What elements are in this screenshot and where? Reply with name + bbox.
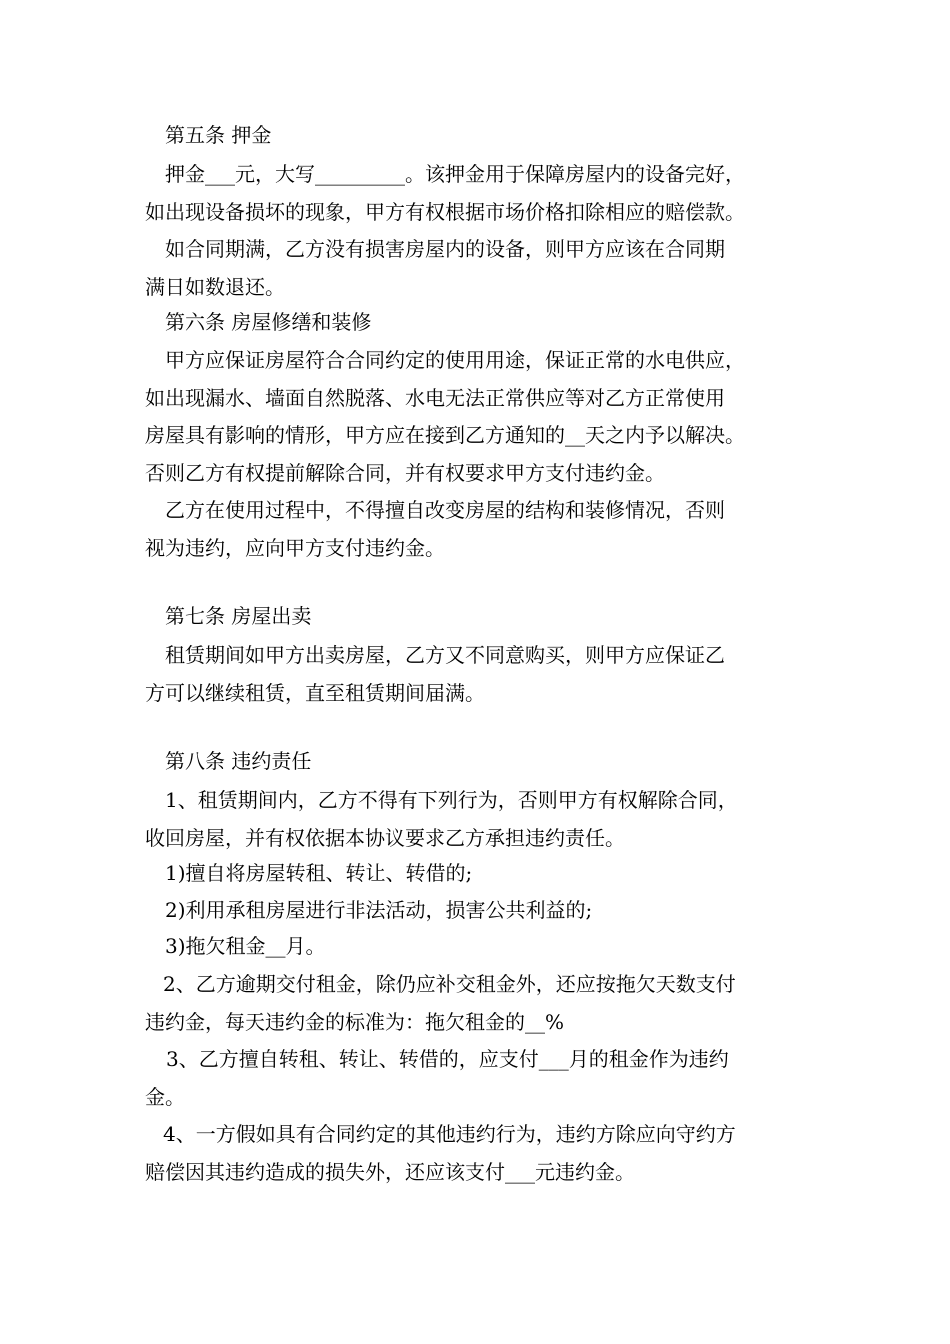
section-6-paragraph-2-line-2: 视为违约，应向甲方支付违约金。	[145, 536, 445, 560]
section-8-subitem-3: 3)拖欠租金__月。	[165, 934, 326, 958]
section-8-item-2-line-2: 违约金，每天违约金的标准为：拖欠租金的__%	[145, 1010, 565, 1034]
section-8-item-4-line-1: 4、一方假如具有合同约定的其他违约行为，违约方除应向守约方	[163, 1122, 736, 1146]
section-6-paragraph-1-line-4: 否则乙方有权提前解除合同，并有权要求甲方支付违约金。	[145, 461, 665, 485]
section-6-paragraph-2-line-1: 乙方在使用过程中，不得擅自改变房屋的结构和装修情况，否则	[165, 498, 725, 522]
section-8-subitem-1: 1)擅自将房屋转租、转让、转借的;	[165, 861, 473, 885]
section-6-paragraph-1-line-3: 房屋具有影响的情形，甲方应在接到乙方通知的__天之内予以解决。	[145, 423, 745, 447]
section-8-item-3-line-2: 金。	[145, 1085, 185, 1109]
section-6-paragraph-1-line-2: 如出现漏水、墙面自然脱落、水电无法正常供应等对乙方正常使用	[145, 386, 725, 410]
section-8-item-3-line-1: 3、乙方擅自转租、转让、转借的，应支付___月的租金作为违约	[166, 1047, 729, 1071]
section-7-paragraph-1-line-2: 方可以继续租赁，直至租赁期间届满。	[145, 681, 485, 705]
section-5-title: 第五条 押金	[165, 123, 272, 147]
section-8-item-1-line-1: 1、租赁期间内，乙方不得有下列行为，否则甲方有权解除合同，	[165, 788, 738, 812]
section-8-item-4-line-2: 赔偿因其违约造成的损失外，还应该支付___元违约金。	[145, 1160, 635, 1184]
section-7-title: 第七条 房屋出卖	[165, 604, 312, 628]
section-8-title: 第八条 违约责任	[165, 749, 312, 773]
section-6-paragraph-1-line-1: 甲方应保证房屋符合合同约定的使用用途，保证正常的水电供应，	[165, 348, 745, 372]
section-6-title: 第六条 房屋修缮和装修	[165, 310, 372, 334]
section-8-item-1-line-2: 收回房屋，并有权依据本协议要求乙方承担违约责任。	[145, 826, 625, 850]
section-5-paragraph-2-line-2: 满日如数退还。	[145, 275, 285, 299]
section-8-subitem-2: 2)利用承租房屋进行非法活动，损害公共利益的;	[165, 898, 593, 922]
section-5-paragraph-1-line-1: 押金___元，大写_________。该押金用于保障房屋内的设备完好，	[165, 162, 745, 186]
section-5-paragraph-1-line-2: 如出现设备损坏的现象，甲方有权根据市场价格扣除相应的赔偿款。	[145, 200, 745, 224]
section-7-paragraph-1-line-1: 租赁期间如甲方出卖房屋，乙方又不同意购买，则甲方应保证乙	[165, 643, 725, 667]
section-8-item-2-line-1: 2、乙方逾期交付租金，除仍应补交租金外，还应按拖欠天数支付	[163, 972, 736, 996]
section-5-paragraph-2-line-1: 如合同期满，乙方没有损害房屋内的设备，则甲方应该在合同期	[165, 237, 725, 261]
